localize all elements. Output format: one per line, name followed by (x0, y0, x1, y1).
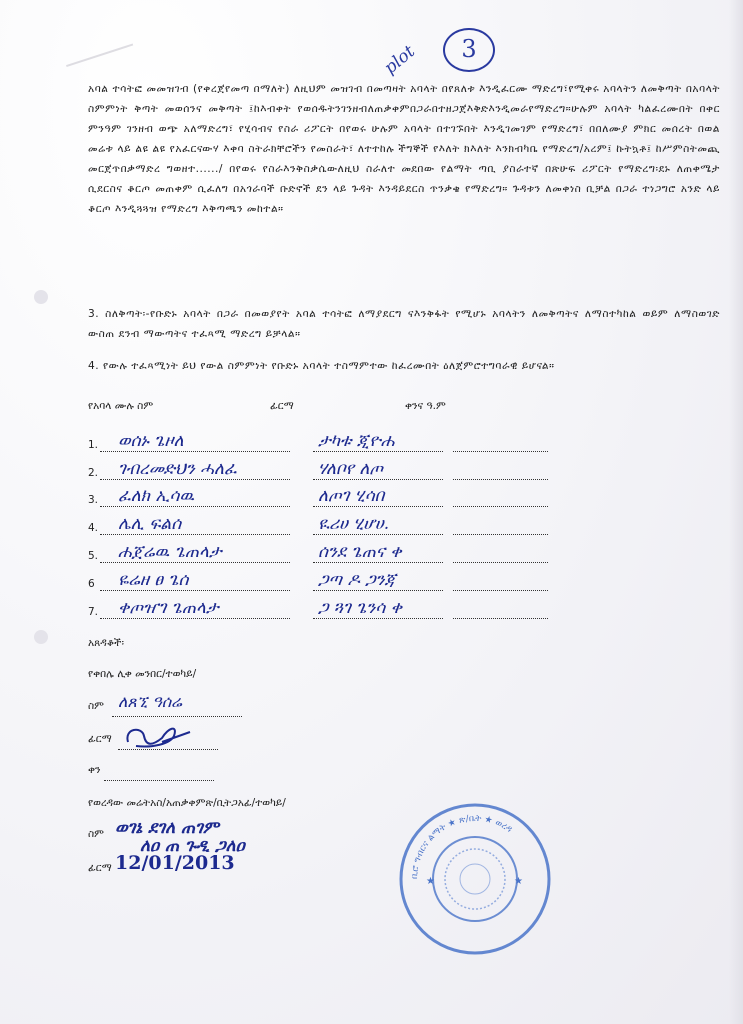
kebele-signature-label: ፊርማ (88, 733, 112, 745)
office-name-value-line2: ለዐ ጠ ጉዲ ጋለዐ (140, 836, 245, 856)
stamp-star-icon: ★ (514, 876, 523, 887)
member-row (88, 514, 548, 538)
member-signature: ዪሪሀ ሂሆሀ. (318, 514, 390, 534)
kebele-name-label: ስም (88, 700, 104, 712)
member-signature: ሃለቦየ ለጦ (318, 459, 384, 479)
member-row (88, 431, 548, 455)
paragraph-penalty: 3. ስለቅጣት፡-የቡድኑ አባላት በጋራ በመወያየት አባል ተሳትፎ ለማያደርግ ናእንቅፋት የሚሆኑ አባላትን ለመቅጣትና ለማስተካከል ወይም ለማስወገድ ውስጠ ደንብ ማውጣትና ተፈጻሚ ማድረግ ይቻላል። (88, 308, 720, 340)
member-name: ዬሬዘ ፀ ጌሰ (118, 570, 189, 590)
date-line (453, 576, 548, 591)
member-number: 4. (88, 522, 99, 534)
date-line (453, 520, 548, 535)
kebele-signature-scribble (122, 718, 192, 752)
member-number: 5. (88, 550, 99, 562)
member-row (88, 459, 548, 483)
office-name-value: ወገኔ ደገለ ጠገም (115, 818, 219, 838)
stamp-star-icon: ★ (426, 876, 435, 887)
member-row (88, 598, 548, 622)
plot-number: 3 (443, 28, 495, 72)
official-stamp (398, 802, 552, 956)
office-signature-label: ፊርማ (88, 862, 112, 874)
member-number: 1. (88, 439, 99, 451)
member-name: ገብረመድህን ሓለፈ (118, 459, 237, 479)
member-signature: ታካቱ ጂዮሐ (318, 431, 395, 451)
member-row (88, 486, 548, 510)
date-line (453, 604, 548, 619)
date-line (453, 548, 548, 563)
plot-note: plot (380, 41, 419, 79)
header-date: ቀንና ዓ.ም (405, 400, 446, 412)
date-line (453, 492, 548, 507)
member-name: ቀጦዠገ ጌጠላታ (118, 598, 219, 618)
kebele-title: የቀበሌ ሊቀ መንበር/ተወካይ/ (88, 668, 197, 680)
kebele-name-value: ለጸኚ ዓሰሬ (118, 692, 182, 711)
member-number: 6 (88, 578, 95, 590)
member-signature: ለጦገ ሂሳበ (318, 486, 385, 506)
header-member-name: የአባላ ሙሉ ስም (88, 400, 154, 412)
member-row (88, 570, 548, 594)
paragraph-duties: አባል ተሳትፎ መመዝገብ (የቀረጀየመጣ በማለት) ለዚህም መዝገብ በመጣዛት አባላት በየጸለቱ እንዲፈርሙ ማድረግ፣የሚቀሩ አባላትን ለመቅጣት በአባላት ስምምነት ቅጣት መወሰንና መቅጣት ፤ከእብቀት የወሰዱትንገንዘብለጠቃቀምበጋራበተዘጋጀእቅድእንዲመራየማድረግ።ሁሉም አባላት ካልፈረሙበት በቀር ምንዓም ገንዘብ ወጭ አለማድረግ፣ የሂሳብና የስራ ሪፖርት በየወሩ ሁሉም አባላት በተገኙበት እንዲገመገም የማድረግ፣ በበለሙያ ምክር መሰረት በወል መሬቱ ላይ ልዩ ልዩ የአፈርናውሃ እቀባ ስትራክቸሮችን የመስራት፣ ለተተከሉ ችግኞች የእለት ክእለት እንክብካቤ የማድረግ/አረም፤ ኩትኳቶ፤ ከሥምስትመጪ መርጀጥበቃማድረ ግወዘተ....../ በየወሩ የስራእንቅስቃሴውለዚህ ስራለተ መደበው የልማት ጣቢ ያስራተኛ በጽሁፍ ሪፖርት የማድረግ፡ደኑ ለጠቀሜታ ሲደርስና ቆርጦ መጠቀም ሲፈለግ በአጎራባች ቡድኖች ደን ላይ ጉዳት እንዳይደርስ ጥንቃቄ የማድረግ። ጉዳቱን ለመቀነስ ቢቻል በጋራ ተነጋግሮ አንድ ላይ ቆርጦ እንዲጓጓዝ የማድረግ እቅጣጫን መከተል። (88, 83, 720, 215)
member-row (88, 542, 548, 566)
office-title: የወረዳው መሬትአስ/አጠቃቀምጽ/ቢትጋአፊ/ተወካይ/ (88, 797, 286, 809)
member-number: 2. (88, 467, 99, 479)
member-number: 3. (88, 494, 99, 506)
member-number: 7. (88, 606, 99, 618)
member-signature: ሰንደ ጌጠና ቀ (318, 542, 402, 562)
page-shadow (729, 0, 743, 1024)
header-signature: ፊርማ (270, 400, 294, 412)
date-line (453, 437, 548, 452)
date-line (453, 465, 548, 480)
paper-crease (57, 15, 133, 67)
punch-hole (34, 630, 48, 644)
member-name: ሌሊ ፍልሰ (118, 514, 182, 534)
paragraph-validity: 4. የውሉ ተፈጻሚነት ይህ የውል ስምምነት የቡድኑ አባላት ተስማምተው ከፈረሙበት ዕለጀምሮተግባራዊ ይሆናል። (88, 360, 555, 372)
witnesses-heading: አጸዳቆች፡ (88, 637, 124, 649)
member-name: ወሰኑ ጌዞለ (118, 431, 184, 451)
member-name: ፈለክ ኢሳዉ (118, 486, 195, 506)
member-signature: ጋጣ ዶ ጋንጃ (318, 570, 396, 590)
office-name-label: ስም (88, 828, 104, 840)
punch-hole (34, 290, 48, 304)
member-name: ሐጀሬዉ ጌጠላታ (118, 542, 222, 562)
kebele-date-line (104, 766, 214, 781)
member-signature: ጋ ጓገ ጌንሳ ቀ (318, 598, 403, 618)
kebele-date-label: ቀን (88, 764, 101, 776)
office-signature-date: 12/01/2013 (115, 852, 235, 874)
stamp-text: ቢሮ ግብርና ልማት ★ ጽ/ቤት ★ ወረዳ (409, 813, 514, 880)
